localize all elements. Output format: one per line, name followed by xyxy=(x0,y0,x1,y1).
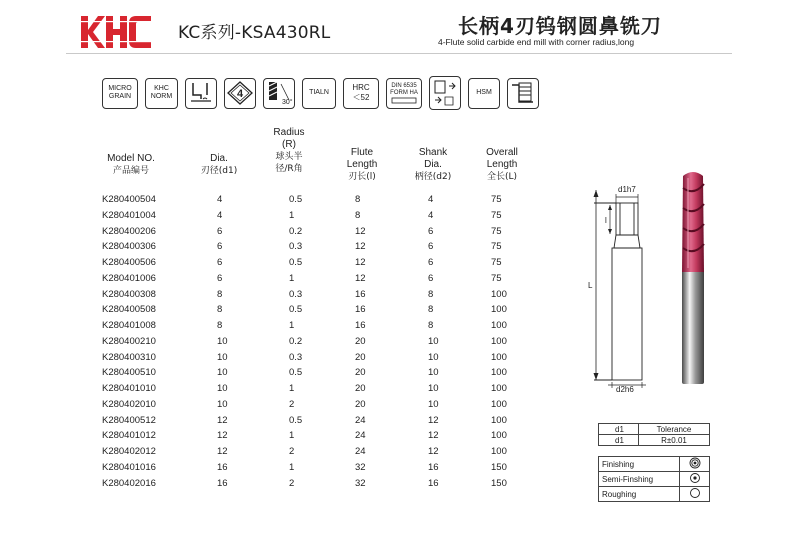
cell-model-no: K280400512 xyxy=(102,414,156,426)
cell-shank-dia: 4 xyxy=(428,209,434,221)
cell-radius: 0.5 xyxy=(289,194,303,205)
col-flute-en-2: Length xyxy=(346,159,378,170)
cell-dia: 12 xyxy=(217,414,228,426)
side-milling-icon xyxy=(429,76,461,110)
cell-shank-dia: 16 xyxy=(428,461,439,473)
finish-row xyxy=(599,457,710,472)
cell-overall-length: 75 xyxy=(491,257,502,268)
badge-label: ＜52 xyxy=(352,93,370,102)
col-model-cn: 产品编号 xyxy=(112,166,149,176)
cell-shank-dia: 16 xyxy=(428,477,439,489)
label-d2: d2h6 xyxy=(616,385,634,394)
cell-flute-length: 20 xyxy=(355,383,366,394)
badge-hrc xyxy=(343,78,379,109)
badge-label: DIN 6535 xyxy=(391,82,417,89)
cell-dia: 10 xyxy=(217,398,228,410)
product-title-cn: 长柄4刃钨钢圆鼻铣刀 xyxy=(458,14,662,38)
col-dia-cn: 刃径(d1) xyxy=(200,166,238,176)
col-overall-cn: 全长(L) xyxy=(486,172,518,182)
badge-tialn xyxy=(302,78,336,109)
tool-image xyxy=(682,172,704,384)
table-row xyxy=(0,351,560,367)
cell-radius: 0.3 xyxy=(289,351,303,363)
cell-shank-dia: 6 xyxy=(428,241,434,253)
cell-dia: 8 xyxy=(217,304,223,316)
cell-flute-length: 24 xyxy=(355,414,366,426)
cell-overall-length: 75 xyxy=(491,194,502,205)
cell-flute-length: 8 xyxy=(355,194,361,205)
cell-model-no: K280402012 xyxy=(102,446,156,457)
tolerance-header-d1: d1 xyxy=(599,424,639,435)
finish-label: Roughing xyxy=(599,487,680,502)
cell-overall-length: 100 xyxy=(491,398,507,410)
badge-label: NORM xyxy=(150,93,173,100)
cell-radius: 1 xyxy=(289,383,295,394)
tolerance-table xyxy=(598,423,710,446)
cell-dia: 6 xyxy=(217,272,223,284)
col-dia xyxy=(194,153,244,177)
table-row xyxy=(0,193,560,209)
table-row xyxy=(0,445,560,461)
ring-icon xyxy=(680,487,710,502)
cell-overall-length: 75 xyxy=(491,272,502,284)
cell-flute-length: 24 xyxy=(355,430,366,442)
cell-flute-length: 32 xyxy=(355,477,366,489)
cell-shank-dia: 10 xyxy=(428,351,439,363)
table-row xyxy=(0,240,560,256)
col-overall xyxy=(476,147,528,183)
cell-flute-length: 12 xyxy=(355,241,366,253)
tolerance-header-row xyxy=(599,424,710,435)
cell-dia: 4 xyxy=(217,209,223,221)
tool-outline xyxy=(594,203,642,380)
cell-overall-length: 150 xyxy=(491,461,507,473)
badge-label: HSM xyxy=(476,89,492,96)
cell-flute-length: 12 xyxy=(355,225,366,237)
cell-overall-length: 100 xyxy=(491,288,507,300)
cell-dia: 6 xyxy=(217,241,223,253)
col-radius-cn: 球头半 xyxy=(275,152,303,162)
cell-flute-length: 20 xyxy=(355,367,366,379)
feature-badges xyxy=(102,76,539,110)
cell-overall-length: 100 xyxy=(491,335,507,347)
cell-model-no: K280401004 xyxy=(102,209,156,221)
cell-dia: 4 xyxy=(217,194,223,205)
cell-model-no: K280400506 xyxy=(102,257,156,268)
finish-label: Finishing xyxy=(599,457,680,472)
cell-overall-length: 100 xyxy=(491,446,507,457)
cell-dia: 8 xyxy=(217,288,223,300)
table-row xyxy=(0,256,560,272)
col-overall-en-2: Length xyxy=(486,159,518,170)
badge-label: GRAIN xyxy=(108,93,132,100)
table-row xyxy=(0,303,560,319)
cell-radius: 1 xyxy=(289,272,295,284)
tolerance-row xyxy=(599,435,710,446)
col-radius-cn-2: 径/R角 xyxy=(275,164,303,174)
header-divider xyxy=(66,53,732,54)
cell-shank-dia: 12 xyxy=(428,414,439,426)
helix-angle-icon xyxy=(263,78,295,109)
cell-shank-dia: 12 xyxy=(428,430,439,442)
table-row xyxy=(0,272,560,288)
col-radius xyxy=(264,127,314,175)
cell-flute-length: 24 xyxy=(355,446,366,457)
col-shank-cn: 柄径(d2) xyxy=(414,172,452,182)
slotting-icon xyxy=(507,78,539,109)
col-dia-en: Dia. xyxy=(210,153,228,164)
table-row xyxy=(0,225,560,241)
cell-flute-length: 12 xyxy=(355,257,366,268)
cell-shank-dia: 8 xyxy=(428,288,434,300)
cell-model-no: K280400206 xyxy=(102,225,156,237)
tolerance-header-tolerance: Tolerance xyxy=(639,424,710,435)
label-flute-length: l xyxy=(605,216,607,225)
cell-overall-length: 150 xyxy=(491,477,507,489)
table-row xyxy=(0,319,560,335)
cell-dia: 10 xyxy=(217,351,228,363)
cell-overall-length: 100 xyxy=(491,304,507,316)
table-row xyxy=(0,477,560,493)
svg-text:30°: 30° xyxy=(282,99,293,106)
cell-model-no: K280401008 xyxy=(102,320,156,331)
col-radius-en-r: (R) xyxy=(282,139,296,150)
cell-radius: 2 xyxy=(289,446,295,457)
cell-model-no: K280400308 xyxy=(102,288,156,300)
badge-label: TIALN xyxy=(309,89,329,96)
label-overall-length: L xyxy=(588,281,593,290)
cell-dia: 10 xyxy=(217,367,228,379)
cell-flute-length: 32 xyxy=(355,461,366,473)
col-shank-en-2: Dia. xyxy=(424,159,442,170)
badge-label: FORM HA xyxy=(390,89,418,96)
table-row xyxy=(0,429,560,445)
cell-flute-length: 12 xyxy=(355,272,366,284)
col-flute-en: Flute xyxy=(350,147,374,158)
khc-logo-mark xyxy=(80,12,152,52)
cell-model-no: K280401010 xyxy=(102,383,156,394)
cell-model-no: K280402016 xyxy=(102,477,156,489)
cell-radius: 0.5 xyxy=(289,257,303,268)
table-header xyxy=(0,125,560,191)
cell-radius: 2 xyxy=(289,477,295,489)
cell-radius: 0.5 xyxy=(289,367,303,379)
tolerance-value: R±0.01 xyxy=(639,435,710,446)
cell-shank-dia: 10 xyxy=(428,367,439,379)
cell-overall-length: 100 xyxy=(491,367,507,379)
cell-shank-dia: 8 xyxy=(428,304,434,316)
cell-model-no: K280400504 xyxy=(102,194,156,205)
cell-overall-length: 100 xyxy=(491,320,507,331)
col-radius-en: Radius xyxy=(273,127,305,138)
cell-overall-length: 75 xyxy=(491,241,502,253)
cell-overall-length: 100 xyxy=(491,430,507,442)
four-flute-icon xyxy=(224,78,256,109)
cell-radius: 2 xyxy=(289,398,295,410)
cell-dia: 8 xyxy=(217,320,223,331)
badge-hsm xyxy=(468,78,500,109)
cell-dia: 10 xyxy=(217,383,228,394)
cell-shank-dia: 10 xyxy=(428,383,439,394)
cell-model-no: K280401006 xyxy=(102,272,156,284)
cell-shank-dia: 6 xyxy=(428,257,434,268)
cell-dia: 6 xyxy=(217,257,223,268)
cell-flute-length: 20 xyxy=(355,351,366,363)
col-shank xyxy=(408,147,458,183)
cell-radius: 0.5 xyxy=(289,414,303,426)
cell-shank-dia: 12 xyxy=(428,446,439,457)
badge-din-6535 xyxy=(386,78,422,109)
cell-shank-dia: 4 xyxy=(428,194,434,205)
cell-dia: 16 xyxy=(217,477,228,489)
cell-shank-dia: 8 xyxy=(428,320,434,331)
cell-radius: 1 xyxy=(289,461,295,473)
cell-radius: 0.2 xyxy=(289,335,303,347)
finish-table xyxy=(598,456,710,502)
table-row xyxy=(0,366,560,382)
cell-flute-length: 16 xyxy=(355,320,366,331)
table-row xyxy=(0,414,560,430)
cell-flute-length: 20 xyxy=(355,335,366,347)
cell-radius: 1 xyxy=(289,209,295,221)
cell-flute-length: 16 xyxy=(355,304,366,316)
cell-dia: 12 xyxy=(217,446,228,457)
cell-overall-length: 75 xyxy=(491,225,502,237)
cell-model-no: K280402010 xyxy=(102,398,156,410)
cell-model-no: K280400510 xyxy=(102,367,156,379)
badge-label: HRC xyxy=(352,83,370,92)
cell-model-no: K280400210 xyxy=(102,335,156,347)
svg-text:4: 4 xyxy=(236,88,244,100)
ring-dot-icon xyxy=(680,472,710,487)
col-flute-cn: 刃长(l) xyxy=(348,172,376,182)
finish-row xyxy=(599,472,710,487)
cell-shank-dia: 6 xyxy=(428,272,434,284)
table-row xyxy=(0,335,560,351)
cell-dia: 12 xyxy=(217,430,228,442)
cell-overall-length: 75 xyxy=(491,209,502,221)
cell-radius: 0.2 xyxy=(289,225,303,237)
col-model xyxy=(98,153,164,177)
cell-radius: 1 xyxy=(289,320,295,331)
shank-form-icon xyxy=(391,97,417,104)
finish-row xyxy=(599,487,710,502)
product-title-en: 4-Flute solid carbide end mill with corner radius,long xyxy=(438,37,635,47)
table-row xyxy=(0,461,560,477)
badge-label: MICRO xyxy=(108,85,132,92)
cell-model-no: K280401016 xyxy=(102,461,156,473)
cell-dia: 16 xyxy=(217,461,228,473)
cell-shank-dia: 6 xyxy=(428,225,434,237)
cell-flute-length: 20 xyxy=(355,398,366,410)
cell-radius: 0.3 xyxy=(289,241,303,253)
table-row xyxy=(0,398,560,414)
cell-model-no: K280400310 xyxy=(102,351,156,363)
col-model-en: Model NO. xyxy=(107,153,155,164)
cell-model-no: K280400306 xyxy=(102,241,156,253)
cell-radius: 0.5 xyxy=(289,304,303,316)
cell-radius: 1 xyxy=(289,430,295,442)
cell-shank-dia: 10 xyxy=(428,335,439,347)
col-overall-en: Overall xyxy=(486,147,518,158)
khc-logo xyxy=(80,12,152,52)
cell-dia: 6 xyxy=(217,225,223,237)
cell-flute-length: 8 xyxy=(355,209,361,221)
label-d1: d1h7 xyxy=(618,185,636,194)
end-mill-profile-icon xyxy=(185,78,217,109)
double-ring-dot-icon xyxy=(680,457,710,472)
cell-dia: 10 xyxy=(217,335,228,347)
cell-overall-length: 100 xyxy=(491,351,507,363)
cell-shank-dia: 10 xyxy=(428,398,439,410)
cell-model-no: K280401012 xyxy=(102,430,156,442)
table-row xyxy=(0,288,560,304)
col-flute xyxy=(337,147,387,183)
cell-radius: 0.3 xyxy=(289,288,303,300)
cell-overall-length: 100 xyxy=(491,383,507,394)
end-mill-drawing xyxy=(584,160,734,400)
badge-label: KHC xyxy=(154,85,169,92)
tolerance-d1: d1 xyxy=(599,435,639,446)
badge-khc-norm xyxy=(145,78,178,109)
table-row xyxy=(0,209,560,225)
table-row xyxy=(0,382,560,398)
cell-overall-length: 100 xyxy=(491,414,507,426)
badge-micro-grain xyxy=(102,78,138,109)
finish-label: Semi-Finshing xyxy=(599,472,680,487)
col-shank-en: Shank xyxy=(418,147,448,158)
cell-model-no: K280400508 xyxy=(102,304,156,316)
series-name: KC系列-KSA430RL xyxy=(178,23,331,43)
cell-flute-length: 16 xyxy=(355,288,366,300)
